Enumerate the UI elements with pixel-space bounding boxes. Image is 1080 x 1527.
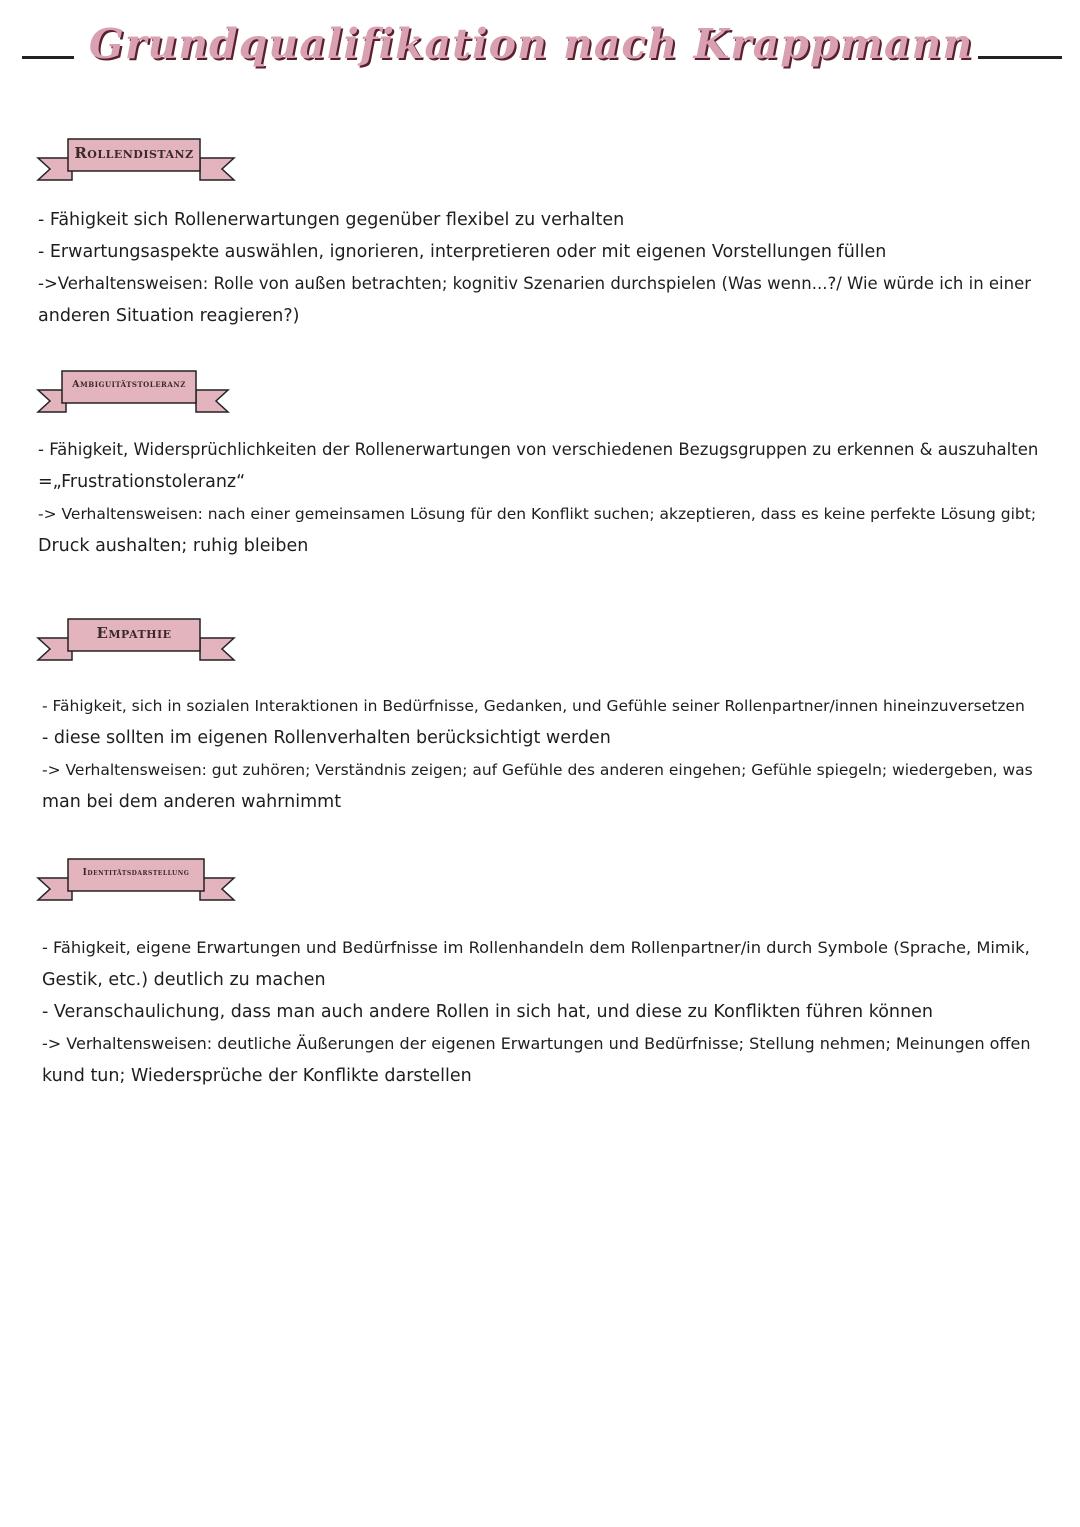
text-line: Druck aushalten; ruhig bleiben bbox=[38, 536, 309, 556]
section-heading: Empathie bbox=[96, 624, 172, 642]
section-rollendistanz bbox=[38, 204, 1032, 332]
section-heading: Ambiguitätstoleranz bbox=[72, 379, 186, 390]
text-line: -> Verhaltensweisen: gut zuhören; Verständnis zeigen; auf Gefühle des anderen eingehen; Gefühle spiegeln; wiedergeben, was bbox=[42, 761, 1033, 779]
title-rule-right bbox=[978, 56, 1062, 59]
section-identitaetsdarstellung bbox=[42, 932, 1032, 1092]
text-line: - Erwartungsaspekte auswählen, ignorieren, interpretieren oder mit eigenen Vorstellungen füllen bbox=[38, 242, 887, 262]
text-line: -> Verhaltensweisen: deutliche Äußerungen der eigenen Erwartungen und Bedürfnisse; Stellung nehmen; Meinungen offen bbox=[42, 1034, 1031, 1053]
section-banner-ambiguitaetstoleranz bbox=[36, 370, 236, 416]
text-line: - Fähigkeit, Widersprüchlichkeiten der Rollenerwartungen von verschiedenen Bezugsgruppen zu erkennen & auszuhalten bbox=[38, 440, 1039, 459]
section-banner-empathie bbox=[36, 618, 236, 664]
title-area bbox=[0, 10, 1080, 110]
text-line: - Fähigkeit sich Rollenerwartungen gegenüber flexibel zu verhalten bbox=[38, 210, 625, 230]
text-line: man bei dem anderen wahrnimmt bbox=[42, 792, 342, 812]
section-banner-identitaetsdarstellung bbox=[36, 858, 236, 904]
section-heading: Identitätsdarstellung bbox=[82, 868, 190, 878]
text-line: Gestik, etc.) deutlich zu machen bbox=[42, 970, 326, 990]
text-line: - Veranschaulichung, dass man auch andere Rollen in sich hat, und diese zu Konflikten führen können bbox=[42, 1002, 933, 1022]
text-line: anderen Situation reagieren?) bbox=[38, 306, 300, 326]
page-title: Grundqualifikation nach Krappmann bbox=[88, 20, 974, 68]
section-ambiguitaetstoleranz bbox=[38, 434, 1039, 562]
text-line: -> Verhaltensweisen: nach einer gemeinsamen Lösung für den Konflikt suchen; akzeptieren, dass es keine perfekte Lösung gibt; bbox=[38, 505, 1037, 523]
text-line: - Fähigkeit, eigene Erwartungen und Bedürfnisse im Rollenhandeln dem Rollenpartner/in durch Symbole (Sprache, Mimik, bbox=[42, 938, 1030, 957]
section-heading: Rollendistanz bbox=[74, 144, 194, 162]
text-line: ->Verhaltensweisen: Rolle von außen betrachten; kognitiv Szenarien durchspielen (Was wenn...?/ Wie würde ich in einer bbox=[38, 274, 1032, 293]
text-line: - Fähigkeit, sich in sozialen Interaktionen in Bedürfnisse, Gedanken, und Gefühle seiner Rollenpartner/innen hineinzuversetzen bbox=[42, 697, 1025, 715]
title-rule-left bbox=[22, 56, 74, 59]
section-banner-rollendistanz bbox=[36, 138, 236, 184]
text-line: kund tun; Wiedersprüche der Konflikte darstellen bbox=[42, 1066, 472, 1086]
section-empathie bbox=[42, 690, 1032, 818]
text-line: =„Frustrationstoleranz“ bbox=[38, 472, 246, 492]
text-line: - diese sollten im eigenen Rollenverhalten berücksichtigt werden bbox=[42, 728, 611, 748]
